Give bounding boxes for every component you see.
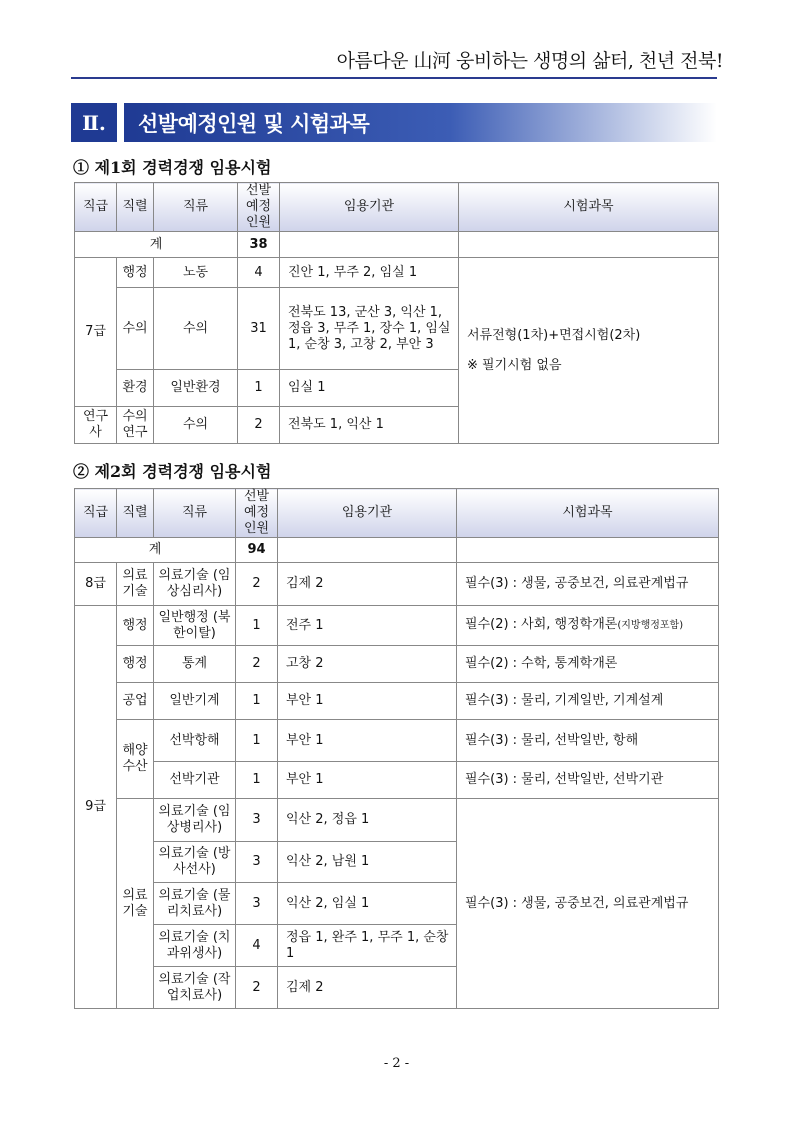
agency-cell: 김제 2 <box>278 563 457 606</box>
subjects-text: 서류전형(1차)+면접시험(2차) <box>467 327 641 343</box>
col-grade: 직급 <box>75 183 117 232</box>
col-agency: 임용기관 <box>280 183 459 232</box>
col-series: 직렬 <box>117 183 154 232</box>
subjects-cell <box>459 258 719 444</box>
col-kind: 직류 <box>154 183 238 232</box>
agency-cell: 전북도 1, 익산 1 <box>280 407 459 444</box>
count-cell: 3 <box>236 799 278 842</box>
agency-cell: 전북도 13, 군산 3, 익산 1, 정읍 3, 무주 1, 장수 1, 임실 1, 순창 3, 고창 2, 부안 3 <box>280 288 459 370</box>
table-row <box>75 762 719 799</box>
grade-cell: 연구사 <box>75 407 117 444</box>
series-cell: 행정 <box>117 646 154 683</box>
table-row <box>75 799 719 842</box>
agency-cell: 익산 2, 남원 1 <box>278 842 457 883</box>
count-cell: 1 <box>238 370 280 407</box>
section-title: 선발예정인원 및 시험과목 <box>124 103 717 142</box>
kind-cell: 선박항해 <box>154 720 236 762</box>
grade-cell: 8급 <box>75 563 117 606</box>
count-cell: 31 <box>238 288 280 370</box>
subjects-cell: 필수(3) : 물리, 기계일반, 기계설계 <box>457 683 719 720</box>
count-cell: 1 <box>236 606 278 646</box>
kind-cell: 의료기술 (치과위생사) <box>154 925 236 967</box>
count-cell: 3 <box>236 842 278 883</box>
kind-cell: 수의 <box>154 407 238 444</box>
total-count: 94 <box>236 538 278 563</box>
count-cell: 2 <box>236 646 278 683</box>
count-cell: 3 <box>236 883 278 925</box>
series-cell: 행정 <box>117 258 154 288</box>
kind-cell: 일반환경 <box>154 370 238 407</box>
col-series: 직렬 <box>117 489 154 538</box>
kind-cell: 선박기관 <box>154 762 236 799</box>
kind-cell: 의료기술 (물리치료사) <box>154 883 236 925</box>
subjects-cell: 필수(3) : 생물, 공중보건, 의료관계법규 <box>457 799 719 1009</box>
page-number: - 2 - <box>383 1056 410 1071</box>
series-cell: 해양 수산 <box>117 720 154 799</box>
table-row <box>75 683 719 720</box>
exam1-table <box>74 182 719 444</box>
count-cell: 1 <box>236 683 278 720</box>
table-header-row <box>75 183 719 232</box>
count-cell: 4 <box>236 925 278 967</box>
kind-cell: 일반기계 <box>154 683 236 720</box>
agency-cell: 부안 1 <box>278 683 457 720</box>
section-number: Ⅱ. <box>71 103 117 142</box>
table-row <box>75 258 719 288</box>
subjects-cell: 필수(3) : 물리, 선박일반, 선박기관 <box>457 762 719 799</box>
col-planned: 선발 예정 인원 <box>238 183 280 232</box>
col-agency: 임용기관 <box>278 489 457 538</box>
table-header-row <box>75 489 719 538</box>
total-row <box>75 232 719 258</box>
series-cell: 수의 연구 <box>117 407 154 444</box>
col-subjects: 시험과목 <box>459 183 719 232</box>
col-subjects: 시험과목 <box>457 489 719 538</box>
table-row <box>75 606 719 646</box>
subjects-note: ※ 필기시험 없음 <box>467 357 562 373</box>
exam1-title: ① 제1회 경력경쟁 임용시험 <box>73 158 272 177</box>
series-cell: 의료 기술 <box>117 799 154 1009</box>
subjects-text: 필수(2) : 사회, 행정학개론 <box>465 617 618 632</box>
col-grade: 직급 <box>75 489 117 538</box>
total-count: 38 <box>238 232 280 258</box>
agency-cell: 진안 1, 무주 2, 임실 1 <box>280 258 459 288</box>
kind-cell: 노동 <box>154 258 238 288</box>
series-cell: 수의 <box>117 288 154 370</box>
kind-cell: 의료기술 (작업치료사) <box>154 967 236 1009</box>
count-cell: 1 <box>236 720 278 762</box>
slogan: 아름다운 山河 웅비하는 생명의 삶터, 천년 전북! <box>336 50 723 72</box>
series-cell: 의료 기술 <box>117 563 154 606</box>
series-cell: 행정 <box>117 606 154 646</box>
agency-cell: 부안 1 <box>278 720 457 762</box>
subjects-cell: 필수(3) : 생물, 공중보건, 의료관계법규 <box>457 563 719 606</box>
table-row <box>75 720 719 762</box>
section-banner <box>71 103 717 142</box>
exam2-title: ② 제2회 경력경쟁 임용시험 <box>73 462 272 481</box>
agency-cell: 익산 2, 임실 1 <box>278 883 457 925</box>
count-cell: 1 <box>236 762 278 799</box>
agency-cell: 전주 1 <box>278 606 457 646</box>
subjects-small-text: (지방행정포함) <box>617 620 684 631</box>
count-cell: 2 <box>238 407 280 444</box>
table-row <box>75 563 719 606</box>
subjects-cell <box>457 606 719 646</box>
subjects-cell: 필수(3) : 물리, 선박일반, 항해 <box>457 720 719 762</box>
col-kind: 직류 <box>154 489 236 538</box>
header-rule <box>71 77 717 79</box>
table-row <box>75 646 719 683</box>
kind-cell: 통계 <box>154 646 236 683</box>
agency-cell: 김제 2 <box>278 967 457 1009</box>
count-cell: 4 <box>238 258 280 288</box>
agency-cell: 정읍 1, 완주 1, 무주 1, 순창 1 <box>278 925 457 967</box>
kind-cell: 의료기술 (방사선사) <box>154 842 236 883</box>
grade-cell: 9급 <box>75 606 117 1009</box>
kind-cell: 의료기술 (임상심리사) <box>154 563 236 606</box>
kind-cell: 수의 <box>154 288 238 370</box>
agency-cell: 고창 2 <box>278 646 457 683</box>
subjects-cell: 필수(2) : 수학, 통계학개론 <box>457 646 719 683</box>
series-cell: 환경 <box>117 370 154 407</box>
total-row <box>75 538 719 563</box>
exam2-table <box>74 488 719 1009</box>
kind-cell: 의료기술 (임상병리사) <box>154 799 236 842</box>
total-label: 계 <box>75 232 238 258</box>
agency-cell: 임실 1 <box>280 370 459 407</box>
count-cell: 2 <box>236 563 278 606</box>
series-cell: 공업 <box>117 683 154 720</box>
count-cell: 2 <box>236 967 278 1009</box>
agency-cell: 부안 1 <box>278 762 457 799</box>
kind-cell: 일반행정 (북한이탈) <box>154 606 236 646</box>
total-label: 계 <box>75 538 236 563</box>
col-planned: 선발 예정 인원 <box>236 489 278 538</box>
agency-cell: 익산 2, 정읍 1 <box>278 799 457 842</box>
grade-cell: 7급 <box>75 258 117 407</box>
